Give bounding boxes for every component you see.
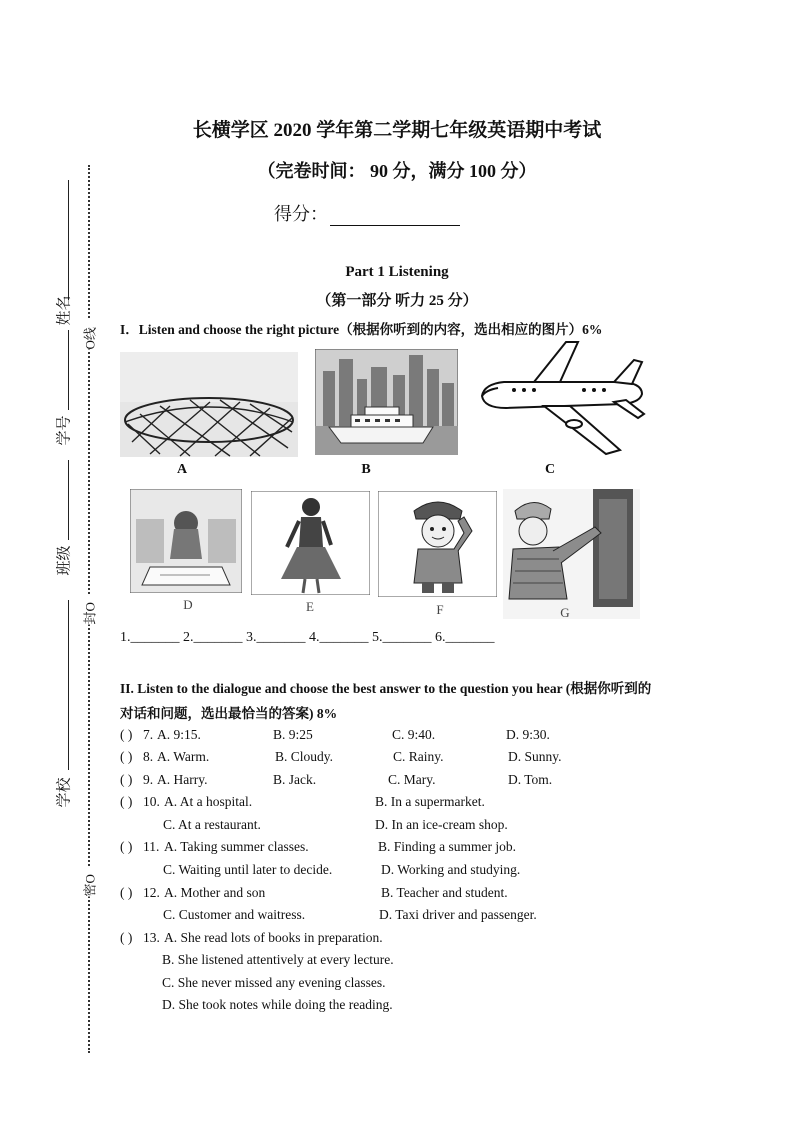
police-officer-picture bbox=[378, 491, 497, 597]
answer-bracket[interactable]: ( ) bbox=[120, 839, 133, 854]
class-blank-line[interactable] bbox=[68, 460, 69, 540]
option-c: C. Rainy. bbox=[393, 749, 444, 764]
school-blank-line[interactable] bbox=[68, 600, 69, 770]
option-a: A. Harry. bbox=[157, 772, 208, 787]
option-d: D. Tom. bbox=[508, 772, 553, 787]
question-number: 9. bbox=[143, 772, 154, 787]
option-d: D. Sunny. bbox=[508, 749, 562, 764]
option-a: A. At a hospital. bbox=[164, 794, 253, 809]
seal-mark-seal: 封O bbox=[80, 595, 99, 625]
exam-subtitle: （完卷时间： 90 分，满分 100 分） bbox=[257, 161, 537, 181]
exam-title: 长横学区 2020 学年第二学期七年级英语期中考试 bbox=[192, 120, 602, 141]
question-number: 8. bbox=[143, 749, 154, 764]
option-c: C. At a restaurant. bbox=[163, 817, 261, 832]
option-a: A. She read lots of books in preparation. bbox=[164, 930, 383, 945]
option-c: C. Waiting until later to decide. bbox=[163, 862, 333, 877]
option-a: A. Warm. bbox=[157, 749, 210, 764]
class-label: 班级 bbox=[56, 545, 73, 576]
worker-picture bbox=[503, 489, 640, 619]
airplane-picture bbox=[474, 336, 646, 458]
answer-bracket[interactable]: ( ) bbox=[120, 794, 133, 809]
id-blank-line[interactable] bbox=[68, 330, 69, 410]
picture-label-b: B bbox=[361, 462, 371, 477]
question-number: 11. bbox=[143, 839, 160, 854]
option-b: B. She listened attentively at every lecture. bbox=[162, 952, 394, 967]
option-d: D. 9:30. bbox=[506, 727, 550, 742]
name-blank-line[interactable] bbox=[68, 180, 69, 300]
part-subtitle: （第一部分 听力 25 分） bbox=[316, 293, 478, 309]
name-label: 姓名 bbox=[56, 295, 73, 326]
stadium-picture bbox=[120, 352, 298, 457]
picture-label-d: D bbox=[183, 597, 193, 612]
answer-bracket[interactable]: ( ) bbox=[120, 930, 133, 945]
question-number: 13. bbox=[143, 930, 160, 945]
student-writing-picture bbox=[130, 489, 242, 593]
part-title: Part 1 Listening bbox=[345, 264, 449, 280]
option-c: C. 9:40. bbox=[392, 727, 436, 742]
section1-answer-line[interactable]: 1._______ 2._______ 3._______ 4._______ 5._______ 6._______ bbox=[120, 630, 495, 645]
picture-label-f: F bbox=[436, 602, 444, 617]
score-blank[interactable] bbox=[330, 207, 460, 226]
score-field bbox=[274, 200, 460, 226]
section1-heading: I．Listen and choose the right picture（根据你听到的内容，选出相应的图片）6% bbox=[120, 322, 603, 337]
option-b: B. In a supermarket. bbox=[375, 794, 485, 809]
question-number: 12. bbox=[143, 885, 160, 900]
option-c: C. Mary. bbox=[388, 772, 436, 787]
score-label: 得分： bbox=[274, 204, 328, 224]
answer-bracket[interactable]: ( ) bbox=[120, 727, 133, 742]
option-c: C. Customer and waitress. bbox=[163, 907, 306, 922]
option-b: B. Cloudy. bbox=[275, 749, 334, 764]
answer-bracket[interactable]: ( ) bbox=[120, 772, 133, 787]
option-b: B. Finding a summer job. bbox=[378, 839, 516, 854]
picture-label-e: E bbox=[306, 599, 314, 614]
school-label: 学校 bbox=[56, 777, 73, 808]
option-d: D. Working and studying. bbox=[381, 862, 521, 877]
section2-heading-line1: II. Listen to the dialogue and choose the best answer to the question you hear (根据你听到的 bbox=[120, 681, 652, 696]
option-d: D. Taxi driver and passenger. bbox=[379, 907, 537, 922]
question-number: 7. bbox=[143, 727, 154, 742]
option-a: A. 9:15. bbox=[157, 727, 201, 742]
picture-label-g: G bbox=[560, 605, 570, 620]
answer-bracket[interactable]: ( ) bbox=[120, 749, 133, 764]
option-b: B. 9:25 bbox=[273, 727, 313, 742]
option-d: D. She took notes while doing the reading. bbox=[162, 997, 393, 1012]
option-c: C. She never missed any evening classes. bbox=[162, 975, 386, 990]
picture-label-c: C bbox=[544, 462, 556, 477]
picture-label-a: A bbox=[176, 462, 188, 477]
option-a: A. Mother and son bbox=[164, 885, 266, 900]
id-label: 学号 bbox=[56, 415, 73, 446]
section2-heading-line2: 对话和问题，选出最恰当的答案) 8% bbox=[120, 706, 338, 721]
question-number: 10. bbox=[143, 794, 160, 809]
ship-city-picture bbox=[315, 349, 458, 455]
answer-bracket[interactable]: ( ) bbox=[120, 885, 133, 900]
woman-dress-picture bbox=[251, 491, 370, 595]
option-b: B. Jack. bbox=[273, 772, 317, 787]
option-b: B. Teacher and student. bbox=[381, 885, 508, 900]
seal-mark-secret: 密O bbox=[80, 867, 99, 897]
seal-mark-line: O线 bbox=[80, 320, 99, 350]
option-d: D. In an ice-cream shop. bbox=[375, 817, 508, 832]
option-a: A. Taking summer classes. bbox=[164, 839, 309, 854]
